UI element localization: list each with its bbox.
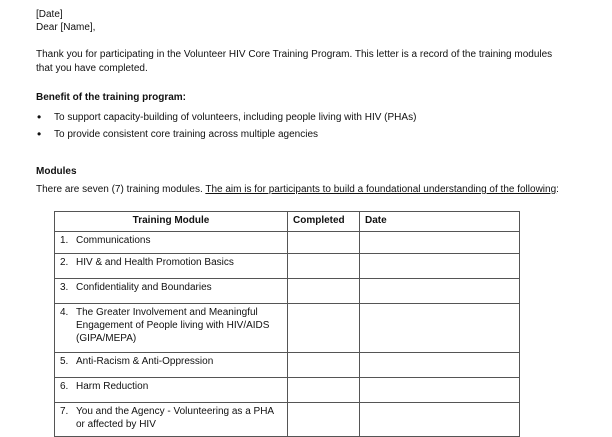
table-row: [55, 353, 520, 378]
salutation: Dear [Name],: [36, 22, 96, 33]
date-cell[interactable]: [360, 378, 520, 403]
module-name: Anti-Racism & Anti-Oppression: [76, 356, 214, 367]
modules-intro-text: There are seven (7) training modules.: [36, 184, 206, 195]
modules-intro-colon: :: [556, 184, 559, 195]
module-cell: [55, 304, 288, 353]
completed-cell[interactable]: [288, 232, 360, 254]
module-number: 5.: [60, 356, 69, 367]
date-cell[interactable]: [360, 232, 520, 254]
date-cell[interactable]: [360, 279, 520, 304]
completed-cell[interactable]: [288, 378, 360, 403]
module-name: Confidentiality and Boundaries: [76, 282, 212, 293]
benefit-item: • To provide consistent core training across multiple agencies: [36, 126, 576, 143]
completed-cell[interactable]: [288, 304, 360, 353]
modules-intro: [36, 183, 576, 196]
module-cell: [55, 378, 288, 403]
module-number: 4.: [60, 307, 69, 318]
table-row: [55, 279, 520, 304]
module-cell: [55, 279, 288, 304]
modules-heading: Modules: [36, 166, 77, 177]
header-completed: Completed: [288, 212, 360, 232]
module-name: The Greater Involvement and Meaningful Engagement of People living with HIV/AIDS (GIPA/MEPA): [76, 307, 270, 344]
header-training-module: Training Module: [55, 212, 288, 232]
module-cell: [55, 254, 288, 279]
completed-cell[interactable]: [288, 353, 360, 378]
benefit-heading: Benefit of the training program:: [36, 92, 186, 103]
modules-table: [54, 211, 520, 437]
date-cell[interactable]: [360, 403, 520, 437]
module-name: Communications: [76, 235, 151, 246]
module-number: 2.: [60, 257, 69, 268]
module-cell: [55, 403, 288, 437]
table-row: [55, 304, 520, 353]
module-number: 3.: [60, 282, 69, 293]
completed-cell[interactable]: [288, 403, 360, 437]
modules-aim-text: The aim is for participants to build a foundational understanding of the following: [205, 184, 557, 195]
module-name: You and the Agency - Volunteering as a PHA or affected by HIV: [76, 406, 274, 430]
module-number: 7.: [60, 406, 69, 417]
table-row: [55, 232, 520, 254]
module-cell: [55, 232, 288, 254]
module-number: 6.: [60, 381, 69, 392]
date-cell[interactable]: [360, 254, 520, 279]
module-name: HIV & and Health Promotion Basics: [76, 257, 234, 268]
letter-body: [36, 8, 576, 196]
table-row: [55, 254, 520, 279]
benefit-list: [36, 109, 576, 143]
table-row: [55, 378, 520, 403]
header-date: Date: [360, 212, 520, 232]
module-cell: [55, 353, 288, 378]
date-cell[interactable]: [360, 353, 520, 378]
completed-cell[interactable]: [288, 279, 360, 304]
letter-date: [Date]: [36, 9, 63, 20]
table-header-row: [55, 212, 520, 232]
module-number: 1.: [60, 235, 69, 246]
benefit-item: • To support capacity-building of volunteers, including people living with HIV (PHAs): [36, 109, 576, 126]
module-name: Harm Reduction: [76, 381, 149, 392]
table-row: [55, 403, 520, 437]
intro-paragraph-line-2: that you have completed.: [36, 63, 148, 74]
intro-paragraph-line-1: Thank you for participating in the Volunteer HIV Core Training Program. This letter is a record of the training modules: [36, 49, 553, 60]
date-cell[interactable]: [360, 304, 520, 353]
completed-cell[interactable]: [288, 254, 360, 279]
